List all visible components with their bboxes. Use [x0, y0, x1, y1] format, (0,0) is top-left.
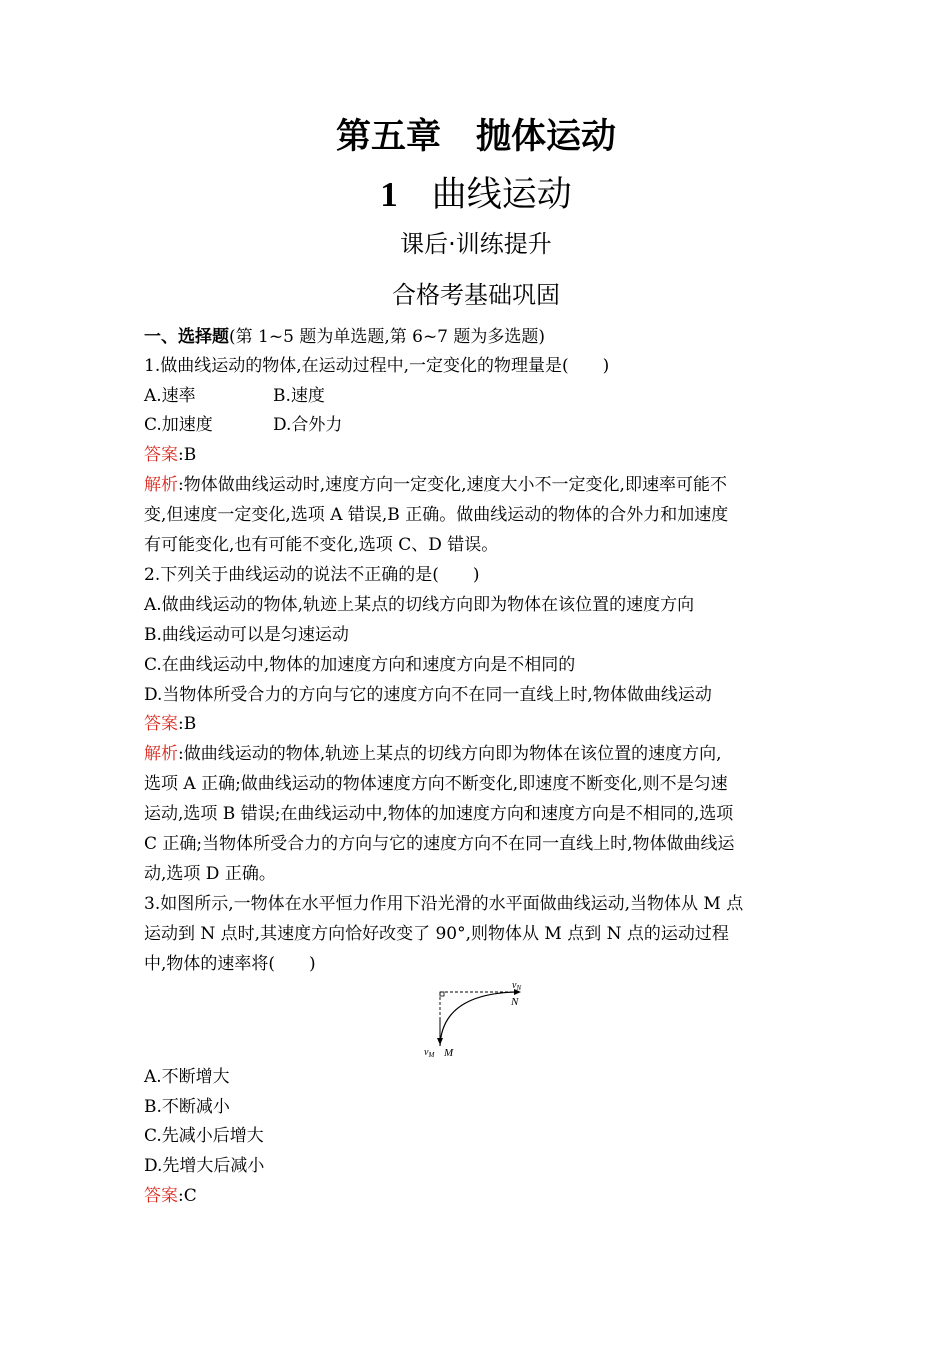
q2-option-c: C.在曲线运动中,物体的加速度方向和速度方向是不相同的 — [144, 655, 576, 675]
chapter-title: 第五章 抛体运动 — [335, 117, 616, 157]
vm-label: $v_M$ — [424, 1047, 435, 1059]
q2-analysis-line3: 运动,选项 B 错误;在曲线运动中,物体的加速度方向和速度方向是不相同的,选项 — [144, 804, 734, 824]
q1-options-row1 — [144, 385, 814, 407]
q3-option-c: C.先减小后增大 — [144, 1126, 264, 1146]
q1-option-d: D.合外力 — [273, 415, 343, 435]
q3-answer-value: :C — [178, 1186, 197, 1206]
q1-analysis-line2: 变,但速度一定变化,选项 A 错误,B 正确。做曲线运动的物体的合外力和加速度 — [144, 505, 729, 525]
q3-stem-line3: 中,物体的速率将( ) — [144, 954, 316, 974]
q2-option-a: A.做曲线运动的物体,轨迹上某点的切线方向即为物体在该位置的速度方向 — [144, 595, 695, 615]
q1-answer — [144, 444, 814, 466]
q1-option-b: B.速度 — [273, 386, 325, 406]
q3-option-a: A.不断增大 — [144, 1067, 230, 1087]
right-angle-marker — [440, 992, 444, 996]
q2-analysis-line4: C 正确;当物体所受合力的方向与它的速度方向不在同一直线上时,物体做曲线运 — [144, 834, 735, 854]
q1-stem: 1.做曲线运动的物体,在运动过程中,一定变化的物理量是( ) — [144, 356, 610, 376]
q3-stem-line1: 3.如图所示,一物体在水平恒力作用下沿光滑的水平面做曲线运动,当物体从 M 点 — [144, 894, 744, 914]
q3-option-b: B.不断减小 — [144, 1097, 230, 1117]
q1-analysis-label: 解析 — [144, 475, 178, 495]
section1-heading — [144, 326, 814, 348]
q1-analysis-text: :物体做曲线运动时,速度方向一定变化,速度大小不一定变化,即速率可能不 — [178, 475, 727, 495]
q3-trajectory-figure — [418, 978, 538, 1062]
section-number: 1 — [380, 175, 398, 214]
trajectory-curve — [440, 992, 516, 1046]
q2-answer-value: :B — [178, 714, 197, 734]
q3-answer-label: 答案 — [144, 1186, 178, 1206]
q1-options-row2 — [144, 414, 814, 436]
vm-arrow-head — [437, 1038, 443, 1045]
q1-option-c: C.加速度 — [144, 415, 213, 435]
part-title: 合格考基础巩固 — [392, 281, 560, 309]
q2-answer-label: 答案 — [144, 714, 178, 734]
subtitle: 课后·训练提升 — [400, 230, 552, 258]
q3-stem-line2: 运动到 N 点时,其速度方向恰好改变了 90°,则物体从 M 点到 N 点的运动过程 — [144, 924, 729, 944]
section1-label: 一、选择题 — [144, 327, 229, 347]
q2-analysis-line5: 动,选项 D 正确。 — [144, 864, 276, 884]
q2-analysis-text: :做曲线运动的物体,轨迹上某点的切线方向即为物体在该位置的速度方向, — [178, 744, 722, 764]
q2-analysis-label: 解析 — [144, 744, 178, 764]
q1-analysis-line1 — [144, 474, 814, 496]
q1-answer-value: :B — [178, 445, 197, 465]
q2-analysis-line2: 选项 A 正确;做曲线运动的物体速度方向不断变化,即速度不断变化,则不是匀速 — [144, 774, 728, 794]
q2-stem: 2.下列关于曲线运动的说法不正确的是( ) — [144, 565, 480, 585]
q3-option-d: D.先增大后减小 — [144, 1156, 265, 1176]
q3-answer — [144, 1185, 814, 1207]
q2-option-d: D.当物体所受合力的方向与它的速度方向不在同一直线上时,物体做曲线运动 — [144, 685, 712, 705]
section-title-text: 曲线运动 — [431, 175, 572, 215]
q2-option-b: B.曲线运动可以是匀速运动 — [144, 625, 349, 645]
q1-analysis-line3: 有可能变化,也有可能不变化,选项 C、D 错误。 — [144, 535, 499, 555]
q2-answer — [144, 713, 814, 735]
m-label: M — [444, 1047, 454, 1059]
n-label: N — [511, 996, 519, 1008]
vn-label: $v_N$ — [512, 980, 522, 992]
q2-analysis-line1 — [144, 743, 814, 765]
section1-note: (第 1~5 题为单选题,第 6~7 题为多选题) — [229, 327, 546, 347]
q1-answer-label: 答案 — [144, 445, 178, 465]
section-title — [0, 170, 952, 220]
q1-option-a: A.速率 — [144, 386, 196, 406]
